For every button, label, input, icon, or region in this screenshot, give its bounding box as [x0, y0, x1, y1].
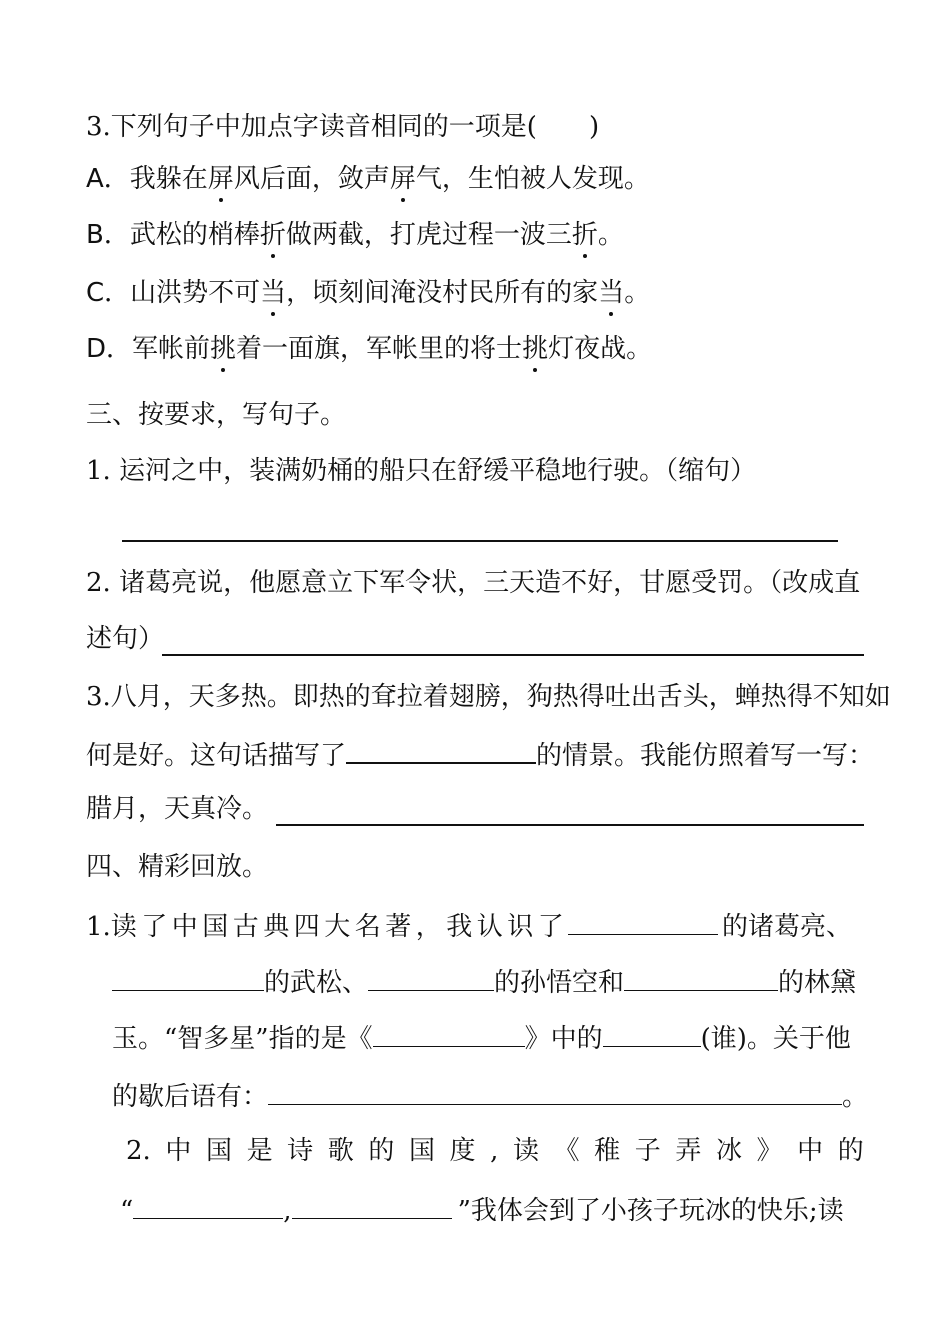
dotted-char: 折 — [259, 220, 286, 250]
blank-zhuge[interactable] — [568, 908, 718, 935]
dotted-char: 屏 — [389, 164, 416, 194]
option-b-text-3: 。 — [597, 220, 624, 250]
char: 的 — [837, 1136, 864, 1166]
option-a-text-2: 风后面，敛声 — [233, 164, 390, 194]
q2-l2c: ”我体会到了小孩子玩冰的快乐;读 — [457, 1196, 844, 1226]
dotted-char: 当 — [598, 278, 625, 308]
char: 典 — [263, 912, 290, 942]
option-b-text-1: B．武松的梢棒 — [86, 220, 260, 250]
option-d-text-3: 灯夜战。 — [548, 334, 653, 364]
char: , — [490, 1136, 499, 1166]
dotted-char: 挑 — [522, 334, 549, 364]
char: 度 — [449, 1136, 476, 1166]
char: 冰 — [715, 1136, 742, 1166]
q2-open-quote: “ — [120, 1196, 134, 1226]
char: 国 — [202, 912, 229, 942]
blank-lindaiyu[interactable] — [624, 964, 778, 991]
char: ， — [415, 912, 442, 942]
answer-line-2[interactable] — [162, 654, 864, 656]
question-3-stem: 3.下列句子中加点字读音相同的一项是( ) — [86, 112, 600, 142]
section-3-item-3-line-3: 腊月，天真冷。 — [86, 794, 269, 824]
q1-l4b: 。 — [842, 1082, 869, 1112]
option-b-text-2: 做两截，打虎过程一波三 — [285, 220, 572, 250]
q1-spread-text — [86, 910, 564, 944]
char: 子 — [634, 1136, 661, 1166]
char: 中 — [171, 912, 198, 942]
q1-l2b: 的孙悟空和 — [494, 968, 625, 998]
section-4-q1-line-3 — [112, 1020, 851, 1056]
char: 古 — [232, 912, 259, 942]
section-4-heading: 四、精彩回放。 — [86, 852, 269, 882]
dotted-char: 折 — [571, 220, 598, 250]
char: 的 — [368, 1136, 395, 1166]
char: 弄 — [675, 1136, 702, 1166]
char: 歌 — [327, 1136, 354, 1166]
char: 2. — [126, 1136, 151, 1166]
char: 中 — [165, 1136, 192, 1166]
option-a-text-3: 气，生怕被人发现。 — [415, 164, 650, 194]
char: 认 — [476, 912, 503, 942]
q1-l2c: 的林黛 — [778, 968, 857, 998]
char: 大 — [324, 912, 351, 942]
blank-book[interactable] — [373, 1020, 525, 1047]
q1-l4a: 的歇后语有： — [112, 1082, 269, 1112]
option-a[interactable] — [86, 162, 650, 196]
char: 国 — [205, 1136, 232, 1166]
dotted-char: 当 — [260, 278, 287, 308]
option-c-text-2: ，顷刻间淹没村民所有的家 — [286, 278, 599, 308]
section-3-item-2-line-1: 2. 诸葛亮说，他愿意立下军令状，三天造不好，甘愿受罚。（改成直 — [86, 568, 861, 598]
section-4-q1-line-4 — [112, 1078, 868, 1114]
q1-l3c: (谁)。关于他 — [700, 1024, 851, 1054]
char: 《 — [553, 1136, 580, 1166]
blank-poem-2[interactable] — [292, 1192, 452, 1219]
q1-l3a: 玉。“智多星”指的是《 — [112, 1024, 373, 1054]
char: 是 — [246, 1136, 273, 1166]
blank-who[interactable] — [603, 1020, 701, 1047]
option-c-text-1: C．山洪势不可 — [86, 278, 261, 308]
option-c-text-3: 。 — [624, 278, 651, 308]
char: 了 — [141, 912, 168, 942]
section-3-item-1: 1. 运河之中，装满奶桶的船只在舒缓平稳地行驶。（缩句） — [86, 456, 757, 486]
option-b[interactable] — [86, 218, 624, 252]
q1-l3b: 》中的 — [524, 1024, 603, 1054]
answer-line-3[interactable] — [276, 824, 864, 826]
section-4-q2-line-1 — [126, 1134, 864, 1168]
blank-sunwukong[interactable] — [368, 964, 494, 991]
char: 名 — [354, 912, 381, 942]
blank-scene[interactable] — [346, 736, 536, 764]
option-d-text-1: D．军帐前 — [86, 334, 211, 364]
section-4-q2-line-2 — [120, 1192, 844, 1228]
char: 国 — [408, 1136, 435, 1166]
section-3-item-2-line-2: 述句） — [86, 624, 165, 654]
blank-poem-1[interactable] — [133, 1192, 283, 1219]
section-4-q1-line-1 — [86, 908, 864, 944]
char: 稚 — [594, 1136, 621, 1166]
char: 诗 — [287, 1136, 314, 1166]
option-d-text-2: 着一面旗，军帐里的将士 — [236, 334, 523, 364]
char: 识 — [507, 912, 534, 942]
answer-line-1[interactable] — [122, 540, 838, 542]
item-3-text-b: 的情景。我能仿照着写一写： — [536, 741, 875, 771]
option-d[interactable] — [86, 332, 652, 366]
char: 我 — [446, 912, 473, 942]
char: 四 — [293, 912, 320, 942]
q2-comma: , — [283, 1196, 292, 1226]
char: 中 — [797, 1136, 824, 1166]
section-4-q1-line-2 — [112, 964, 856, 1000]
option-a-text-1: A．我躲在 — [86, 164, 208, 194]
section-3-item-3-line-2 — [86, 736, 874, 773]
char: 1.读 — [86, 912, 137, 942]
q1-l2a: 的武松、 — [264, 968, 369, 998]
dotted-char: 屏 — [207, 164, 234, 194]
char: 了 — [537, 912, 564, 942]
char: 著 — [385, 912, 412, 942]
char: 》 — [756, 1136, 783, 1166]
section-3-heading: 三、按要求，写句子。 — [86, 400, 347, 430]
section-3-item-3-line-1: 3.八月，天多热。即热的耷拉着翅膀，狗热得吐出舌头，蝉热得不知如 — [86, 682, 891, 712]
option-c[interactable] — [86, 276, 650, 310]
q1-tail: 的诸葛亮、 — [722, 912, 853, 942]
item-3-text-a: 何是好。这句话描写了 — [86, 741, 347, 771]
blank-wusong[interactable] — [112, 964, 264, 991]
blank-xiehouyu[interactable] — [268, 1078, 842, 1105]
dotted-char: 挑 — [210, 334, 237, 364]
char: 读 — [512, 1136, 539, 1166]
q2-spread-text — [126, 1134, 864, 1168]
